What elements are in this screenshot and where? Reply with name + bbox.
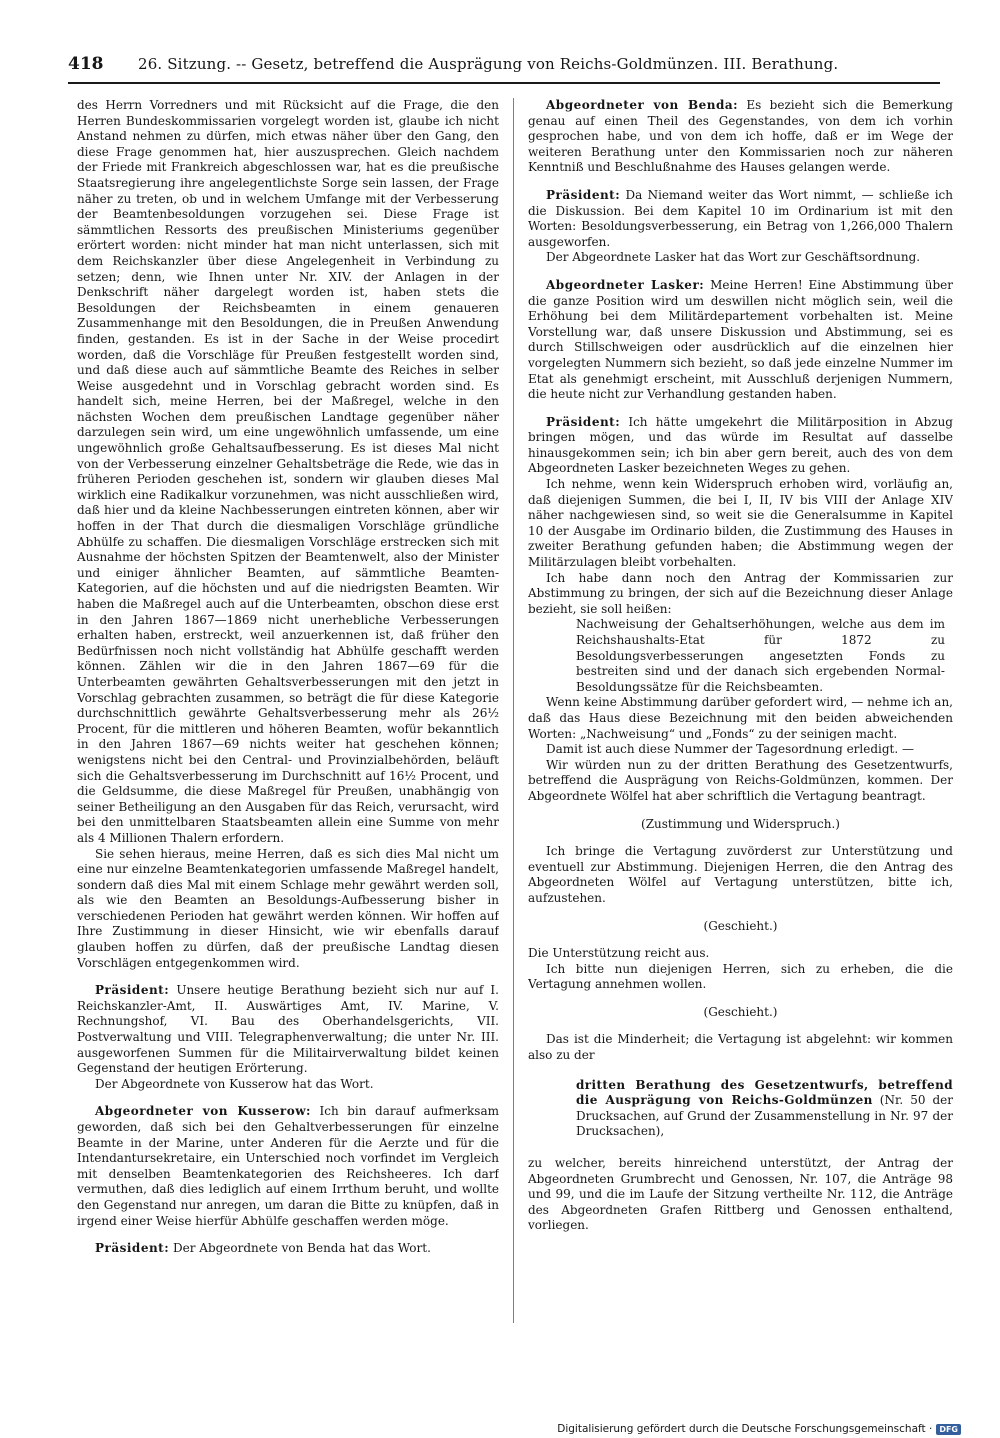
paragraph-vote-3: Ich bitte nun diejenigen Herren, sich zu erheben, die die Vertagung annehmen wollen. <box>528 961 953 992</box>
speech-text: Der Abgeordnete von Benda hat das Wort. <box>173 1241 431 1256</box>
block-quote: Nachweisung der Gehaltserhöhungen, welche aus dem im Reichshaushalts-Etat für 1872 zu Besoldungsverbesserungen angesetzten Fonds zu bestreiten sind und der danach sich ergebenden Normal-Besoldungssätze für die Reichsbeamten. <box>576 617 945 694</box>
paragraph-text: Ich habe dann noch den Antrag der Kommissarien zur Abstimmung zu bringen, der sich auf die Bezeichnung dieser Anlage bezieht, sie soll heißen: <box>528 570 953 616</box>
paragraph-text: Der Abgeordnete von Kusserow hat das Wort. <box>95 1076 374 1091</box>
paragraph-floor-lasker <box>528 250 953 266</box>
right-column <box>528 98 953 1348</box>
credit-text: Digitalisierung gefördert durch die Deutsche Forschungsgemeinschaft · <box>557 1423 933 1435</box>
speech-text: Ich bin darauf aufmerksam geworden, daß sich bei den Gehaltverbesserungen für einzelne Beamte in der Marine, unter Anderen für die Aerzte und für die Intendantursekretaire, ein Unterschied noch vorfindet im Vergleich mit denselben Beamtenkategorien des Reichsheeres. Ich darf vermuthen, daß dies lediglich auf einem Irrthum beruht, und wollte den Gegenstand nur anregen, um daran die Bitte zu knüpfen, daß in irgend einer Weise hierfür Abhülfe geschaffen werden möge. <box>77 1104 499 1228</box>
paragraph-1 <box>77 98 499 847</box>
paragraph-text: Der Abgeordnete Lasker hat das Wort zur Geschäftsordnung. <box>546 250 921 265</box>
speech-text: Unsere heutige Berathung bezieht sich nur auf I. Reichskanzler-Amt, II. Auswärtiges Amt, IV. Marine, V. Rechnungshof, VI. Bau des Oberhandelsgerichts, VII. Postverwaltung und VIII. Telegraphenverwaltung; die unter Nr. III. ausgeworfenen Summen für die Militairverwaltung bildet keinen Gegenstand der heutigen Erörterung. <box>77 983 499 1076</box>
speech-president-2 <box>77 1241 499 1257</box>
speaker-label: Abgeordneter von Benda: <box>546 98 739 112</box>
agenda-item-title: dritten Berathung des Gesetzentwurfs, betreffend die Ausprägung von Reichs-Goldmünzen <box>576 1077 953 1108</box>
paragraph-text: des Herrn Vorredners und mit Rücksicht auf die Frage, die den Herren Bundeskommissarien vorgelegt worden ist, glaube ich nicht Anstand nehmen zu dürfen, mich etwas näher über den Gang, den diese Frage genommen hat, hier auszusprechen. Gleich nachdem der Friede mit Frankreich abgeschlossen war, hat es die preußische Staatsregierung ihre angelegentlichste Sorge sein lassen, der Frage näher zu treten, ob und in welchem Umfange mit der Verbesserung der Beamtenbesoldungen vorzugehen sei. Diese Frage ist sämmtlichen Ressorts des preußischen Ministeriums gegenüber erörtert worden: nicht minder hat man nicht unterlassen, sich mit dem Reichskanzler über diese Angelegenheit in Verbindung zu setzen; denn, wie Ihnen unter Nr. XIV. der Anlagen in der Denkschrift näher dargelegt worden ist, haben stets die Besoldungen der Reichsbeamten in einem genaueren Zusammenhange mit den Besoldungen, die in Preußen Anwendung finden, gestanden. Es ist in der Sache in der Weise procedirt worden, daß die Vorschläge für Preußen festgestellt worden sind, und daß diese auch auf sämmtliche Beamte des Reiches in selber Weise ausgedehnt und in Vorschlag gebracht worden sind. Es handelt sich, meine Herren, bei der Maßregel, welche in den nächsten Wochen dem preußischen Landtage gegenüber näher darzulegen sein wird, um eine ungewöhnlich umfassende, um eine ungewöhnlich große Gehaltsaufbesserung. Es ist dieses Mal nicht von der Verbesserung einzelner Gehaltsbeträge die Rede, wie das in früheren Perioden geschehen ist, sondern wir glauben dieses Mal wirklich eine Radikalkur vorzunehmen, was nicht ausschließen wird, daß hier und da kleine Nachbesserungen eintreten können, aber wir hoffen in der That durch die diesmaligen Vorschläge gründliche Abhülfe zu schaffen. Die diesmaligen Vorschläge erstrecken sich mit Ausnahme der höchsten Spitzen der Beamtenwelt, also der Minister und einiger ähnlicher Beamten, auf sämmtliche Beamten-Kategorien, auf die höchsten und auf die niedrigsten Beamten. Wir haben die Maßregel auch auf die Unterbeamten, obschon diese erst in den Jahren 1867—1869 nicht unerhebliche Verbesserungen erhalten haben, erstreckt, weil anzuerkennen ist, daß früher den Bedürfnissen noch nicht vollständig hat Abhülfe geschafft werden können. Zählen wir die in den Jahren 1867—69 für die Unterbeamten gewährten Gehaltsverbesserungen mit den jetzt in Vorschlag gebrachten zusammen, so beträgt die für diese Kategorie durchschnittlich gewährte Gehaltsverbesserung mehr als 26½ Procent, für die mittleren und höheren Beamten, wofür bekanntlich in den Jahren 1867—69 nichts weiter hat geschehen können; wenigstens nicht bei den Central- und Provinzialbehörden, beläuft sich die Gehaltsverbesserung im Durchschnitt auf 16½ Procent, und die Geldsumme, die diese Maßregel für Preußen, unabhängig von seiner Betheiligung an den Ausgaben für das Reich, verursacht, wird bei den unmittelbaren Staatsbeamten allein eine Summe von mehr als 4 Millionen Thalern erfordern. <box>77 98 499 845</box>
speech-text: Da Niemand weiter das Wort nimmt, — schließe ich die Diskussion. Bei dem Kapitel 10 im Ordinarium ist mit den Worten: Besoldungsverbesserung, ein Betrag von 1,266,000 Thalern ausgeworfen. <box>528 187 953 249</box>
speaker-label: Abgeordneter Lasker: <box>546 277 705 292</box>
agenda-item-reference: (Nr. 50 der Drucksachen, auf Grund der Zusammenstellung in Nr. 97 der Drucksachen), <box>576 1093 953 1139</box>
dfg-logo: DFG <box>936 1424 961 1435</box>
speaker-label: Abgeordneter von Kusserow: <box>95 1104 311 1119</box>
paragraph-vote-1: Ich bringe die Vertagung zuvörderst zur Unterstützung und eventuell zur Abstimmung. Diejenigen Herren, die den Antrag des Abgeordneten Wölfel auf Vertagung unterstützen, bitte ich, aufzustehen. <box>528 844 953 905</box>
paragraph-final: zu welcher, bereits hinreichend unterstützt, der Antrag der Abgeordneten Grumbrecht und Genossen, Nr. 107, die Anträge 98 und 99, und die im Laufe der Sitzung vertheilte Nr. 112, die Anträge des Abgeordneten Grafen Rittberg und Genossen enthaltend, vorliegen. <box>528 1156 953 1233</box>
speech-lasker <box>528 278 953 403</box>
agenda-item <box>528 1078 953 1140</box>
speech-text: Ich hätte umgekehrt die Militärposition in Abzug bringen mögen, und das würde im Resultat auf dasselbe hinausgekommen sein; ich bin aber gern bereit, auch des von dem Abgeordneten Lasker bezeichneten Weges zu gehen. <box>528 414 953 476</box>
stage-direction: (Geschieht.) <box>703 918 778 933</box>
speech-president-4 <box>528 415 953 477</box>
speaker-label: Präsident: <box>95 983 170 998</box>
paragraph-2 <box>77 847 499 972</box>
paragraph-vote-2: Die Unterstützung reicht aus. <box>528 946 710 961</box>
stage-direction: (Zustimmung und Widerspruch.) <box>641 816 840 831</box>
column-divider <box>513 98 514 1323</box>
paragraph-commission-motion <box>528 571 953 618</box>
paragraph-after-quote-1: Wenn keine Abstimmung darüber gefordert wird, — nehme ich an, daß das Haus diese Bezeichnung mit den beiden abweichenden Worten: „Nachweisung“ und „Fonds“ zu der seinigen macht. <box>528 695 953 741</box>
paragraph-after-quote-3: Wir würden nun zu der dritten Berathung des Gesetzentwurfs, betreffend die Ausprägung von Reichs-Goldmünzen, kommen. Der Abgeordnete Wölfel hat aber schriftlich die Vertagung beantragt. <box>528 757 953 803</box>
running-head-title: 26. Sitzung. -- Gesetz, betreffend die Ausprägung von Reichs-Goldmünzen. III. Berathung. <box>138 55 839 73</box>
speech-benda <box>528 98 953 176</box>
speech-president-1 <box>77 983 499 1077</box>
stage-direction: (Geschieht.) <box>703 1004 778 1019</box>
speaker-label: Präsident: <box>95 1241 170 1256</box>
paragraph-after-quote-2: Damit ist auch diese Nummer der Tagesordnung erledigt. — <box>546 742 914 757</box>
paragraph-text: Ich nehme, wenn kein Widerspruch erhoben wird, vorläufig an, daß diejenigen Summen, die bei I, II, IV bis VIII der Anlage XIV näher nachgewiesen sind, so weit sie die Generalsumme in Kapitel 10 der Ausgabe im Ordinario bilden, die Zustimmung des Hauses in zweiter Berathung gefunden haben; die Abstimmung wegen der Militärzulagen bleibt vorbehalten. <box>528 477 953 570</box>
speaker-label: Präsident: <box>546 187 621 202</box>
speech-text: Meine Herren! Eine Abstimmung über die ganze Position wird um deswillen nicht möglich sein, weil die Erhöhung bei dem Militärdepartement vorbehalten ist. Meine Vorstellung war, daß unsere Diskussion und Abstimmung, sei es durch Stillschweigen oder ausdrücklich auf die einzelnen hier vorgelegten Nummern sich bezieht, so daß jede einzelne Nummer im Etat als genehmigt erscheint, mit Ausschluß derjenigen Nummern, die heute nicht zur Verhandlung gestanden haben. <box>528 277 953 402</box>
speech-kusserow <box>77 1104 499 1229</box>
page-number: 418 <box>68 54 104 74</box>
paragraph-vote-summary <box>528 477 953 571</box>
paragraph-floor-kusserow <box>77 1077 499 1093</box>
speaker-label: Präsident: <box>546 414 621 429</box>
paragraph-text: Sie sehen hieraus, meine Herren, daß es sich dies Mal nicht um eine nur einzelne Beamtenkategorien umfassende Maßregel handelt, sondern daß dies Mal mit einem Schlage mehr gewährt werden soll, als wie den Beamten an Besoldungs-Aufbesserung bisher in verschiedenen Perioden hat gewährt werden können. Wir hoffen auf Ihre Zustimmung in dieser Hinsicht, wie wir ebenfalls darauf glauben hoffen zu dürfen, daß der preußische Landtag diesen Vorschlägen entgegenkommen wird. <box>77 846 499 970</box>
header-rule <box>68 82 940 84</box>
left-column <box>77 98 499 1348</box>
speech-president-3 <box>528 188 953 250</box>
digitization-credit <box>557 1420 961 1438</box>
page-header <box>68 54 940 80</box>
paragraph-result: Das ist die Minderheit; die Vertagung ist abgelehnt: wir kommen also zu der <box>528 1032 953 1063</box>
speech-text: Es bezieht sich die Bemerkung genau auf einen Theil des Gegenstandes, von dem ich vorhin gesprochen habe, und von dem ich hoffe, daß er im Wege der weiteren Berathung unter den Kommissarien noch zur näheren Kenntniß und Beschlußnahme des Hauses gelangen werde. <box>528 98 953 175</box>
